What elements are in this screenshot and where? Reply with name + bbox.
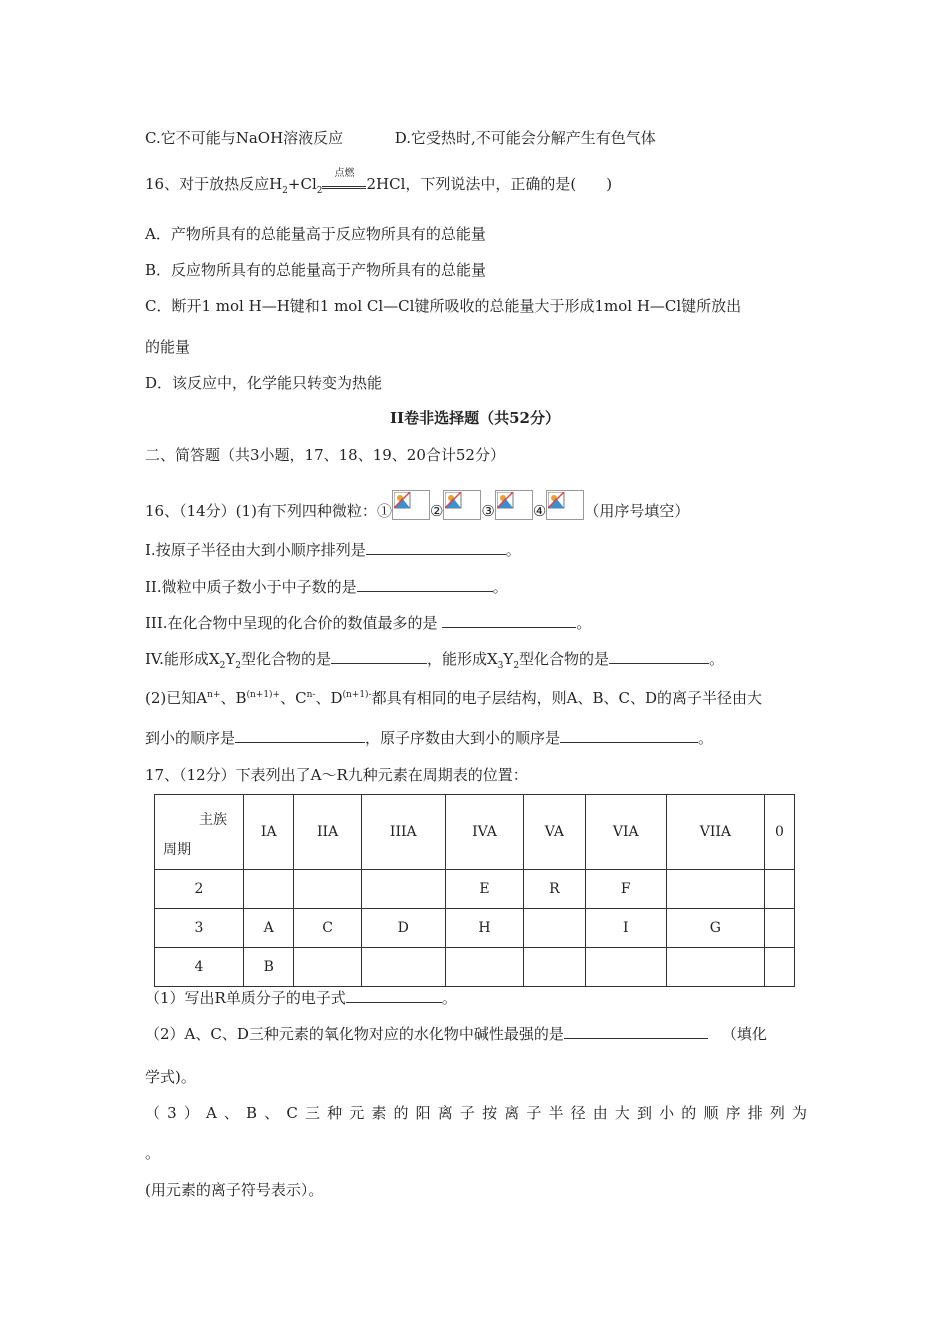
element-cell: A [244,909,294,948]
section2-intro: 二、简答题（共3小题，17、18、19、20合计52分） [145,446,505,464]
element-cell [524,909,586,948]
stem-part-a: 16、对于放热反应H [145,175,283,193]
q17-intro: 17、（12分）下表列出了A～R九种元素在周期表的位置： [145,766,528,784]
answer-blank[interactable] [346,988,442,1003]
period: 。 [576,614,592,632]
group-header: VA [524,795,586,870]
element-cell: H [445,909,523,948]
marker-2: ② [429,502,444,520]
q16-option-a: A．产物所具有的总能量高于反应物所具有的总能量 [145,225,486,243]
element-cell: B [244,948,294,987]
period-cell: 2 [155,870,244,909]
q16-part-2-line1: (2)已知$A^{n+}$、$B^{(n+1)+}$、$C^{n-}$、$D^{(n+1)-}$都具有相同的电子层结构，则A、B、C、D的离子半径由大 [145,689,762,707]
corner-bottom-label: 周期 [163,842,191,858]
q15-options-cd [145,128,656,148]
table-row [155,870,795,909]
sub2-tail: （填化 [721,1025,767,1043]
period: 。 [492,578,508,596]
q17-sub2 [145,1024,767,1044]
marker-1: ① [376,502,392,520]
element-cell [244,870,294,909]
group-header: IVA [445,795,523,870]
stem-part-c: 2HCl，下列说法中，正确的是( ) [366,175,613,193]
part-iv-e: Y [503,650,514,668]
group-header: VIIA [666,795,764,870]
corner-cell [155,795,244,870]
q16-mc-stem: 16、对于放热反应$H_2+Cl_2$ 点燃 2HCl，下列说法中，正确的是( ) [145,168,613,196]
period: 。 [441,989,457,1007]
q16-part-ii [145,577,508,597]
answer-blank[interactable] [442,613,576,628]
answer-blank[interactable] [560,728,698,743]
marker-4: ④ [532,502,547,520]
element-cell [666,948,764,987]
broken-image-icon [392,490,430,520]
q16-part-iv: IV.能形成$X_2Y_2$型化合物的是 ，能形成$X_3Y_2$型化合物的是 。 [145,650,725,671]
q16-option-b: B．反应物所具有的总能量高于产物所具有的总能量 [145,261,487,279]
element-cell: D [361,909,445,948]
element-cell [294,948,361,987]
part-2-rest: 都具有相同的电子层结构，则A、B、C、D的离子半径由大 [371,689,762,707]
q16-particles-line [145,490,689,521]
section-heading: II卷非选择题（共52分） [390,409,560,427]
stem-part-b: +Cl [287,175,317,193]
element-cell [445,948,523,987]
answer-blank[interactable] [235,728,365,743]
answer-blank[interactable] [331,649,427,664]
q15-option-d: D.它受热时,不可能会分解产生有色气体 [394,129,656,147]
reaction-condition: 点燃 [334,168,355,179]
part-iv-d: ，能形成X [426,650,498,668]
periodic-table [154,794,795,987]
period: 。 [698,729,714,747]
q15-option-c: C.它不可能与NaOH溶液反应 [145,129,344,147]
part-iv-f: 型化合物的是 [519,650,610,668]
table-row [155,948,795,987]
part-2-line2a: 到小的顺序是 [145,729,236,747]
answer-blank[interactable] [366,540,506,555]
corner-top-label: 主族 [199,812,227,828]
element-cell [361,948,445,987]
group-header: IA [244,795,294,870]
q16-part-iii [145,613,591,633]
answer-blank[interactable] [357,577,493,592]
period: 。 [505,541,521,559]
part-2-lead: (2)已知A [145,689,208,707]
part-iv-a: IV.能形成X [145,650,220,668]
part-iii-text: III.在化合物中呈现的化合价的数值最多的是 [145,614,443,632]
q16-option-c-line1: C．断开1 mol H—H键和1 mol Cl—Cl键所吸收的总能量大于形成1mol H—Cl键所放出 [145,297,742,315]
element-cell [764,870,794,909]
element-cell: F [585,870,666,909]
element-cell: C [294,909,361,948]
part-2-line2b: ，原子序数由大到小的顺序是 [365,729,561,747]
group-header: IIA [294,795,361,870]
q16-option-c-line2: 的能量 [145,338,191,356]
element-cell [294,870,361,909]
element-cell [764,909,794,948]
period-cell: 3 [155,909,244,948]
element-cell [666,870,764,909]
element-cell: E [445,870,523,909]
part-i-text: I.按原子半径由大到小顺序排列是 [145,541,366,559]
element-cell: R [524,870,586,909]
broken-image-icon [546,490,584,520]
group-header: IIIA [361,795,445,870]
table-row [155,909,795,948]
broken-image-icon [443,490,481,520]
q17-sub3-end: 。 [145,1144,161,1162]
q17-sub1 [145,988,457,1008]
group-header: VIA [585,795,666,870]
reaction-arrow [322,168,366,189]
part-ii-text: II.微粒中质子数小于中子数的是 [145,578,357,596]
part-iv-c: 型化合物的是 [240,650,331,668]
sub2-text: （2）A、C、D三种元素的氧化物对应的水化物中碱性最强的是 [145,1025,564,1043]
period: 。 [709,650,725,668]
element-cell [764,948,794,987]
q17-sub3-note: (用元素的离子符号表示）。 [145,1181,324,1199]
q16-tail: （用序号填空） [584,502,690,520]
answer-blank[interactable] [564,1024,708,1039]
q16-lead: 16、（14分）(1)有下列四种微粒： [145,502,377,520]
element-cell [585,948,666,987]
answer-blank[interactable] [609,649,709,664]
broken-image-icon [495,490,533,520]
part-iv-b: Y [225,650,236,668]
q16-part-i [145,540,521,560]
q16-part-2-line2 [145,728,713,748]
q16-option-d: D．该反应中，化学能只转变为热能 [145,374,383,392]
period-cell: 4 [155,948,244,987]
q17-sub3: （3）A、B、C三种元素的阳离子按离子半径由大到小的顺序排列为 [145,1104,807,1122]
table-header-row [155,795,795,870]
element-cell: G [666,909,764,948]
sub1-text: （1）写出R单质分子的电子式 [145,989,346,1007]
element-cell: I [585,909,666,948]
element-cell [524,948,586,987]
element-cell [361,870,445,909]
q17-sub2-cont: 学式)。 [145,1068,196,1086]
group-header: 0 [764,795,794,870]
marker-3: ③ [481,502,495,520]
